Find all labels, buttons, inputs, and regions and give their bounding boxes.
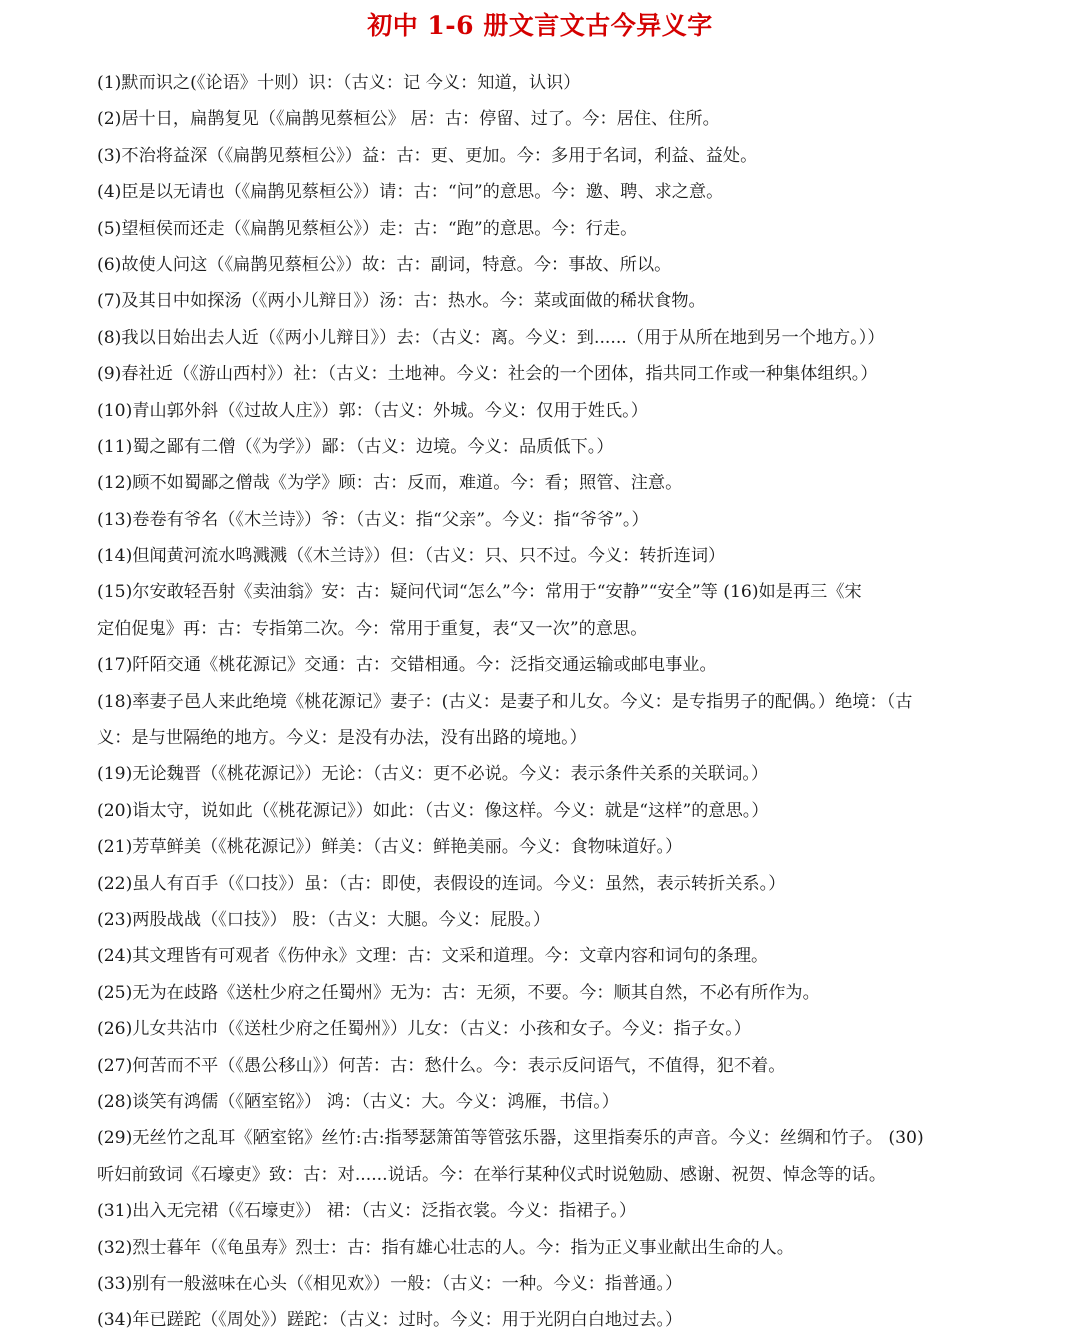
entry-line: (15)尔安敢轻吾射《卖油翁》安：古：疑问代词“怎么”今：常用于“安静”“安全”等 (16)如是再三《宋 — [97, 582, 862, 603]
entry-line: (33)别有一般滋味在心头（《相见欢》）一般：（古义：一种。今义：指普通。） — [97, 1273, 683, 1294]
entry-line: (21)芳草鲜美（《桃花源记》）鲜美：（古义：鲜艳美丽。今义：食物味道好。） — [97, 837, 683, 858]
entry-line: (2)居十日，扁鹊复见（《扁鹊见蔡桓公》 居：古：停留、过了。今：居住、住所。 — [97, 109, 720, 130]
entry-line: (31)出入无完裙（《石壕吏》） 裙：（古义：泛指衣裳。今义：指裙子。） — [97, 1201, 637, 1222]
entry-line: (12)顾不如蜀鄙之僧哉《为学》顾：古：反而，难道。今：看；照管、注意。 — [97, 473, 683, 494]
entry-line: (23)两股战战（《口技》） 股：（古义：大腿。今义：屁股。） — [97, 909, 551, 930]
entry-line: (3)不治将益深（《扁鹊见蔡桓公》）益：古：更、更加。今：多用于名词，利益、益处。 — [97, 145, 758, 166]
entry-line: (29)无丝竹之乱耳《陋室铭》丝竹:古:指琴瑟箫笛等管弦乐器，这里指奏乐的声音。今义：丝绸和竹子。 (30) — [97, 1128, 924, 1149]
entry-line: (8)我以日始出去人近（《两小儿辩日》）去：（古义：离。今义：到......（用于从所在地到另一个地方。）） — [97, 327, 885, 348]
entry-line: 义：是与世隔绝的地方。今义：是没有办法，没有出路的境地。） — [97, 728, 587, 749]
entry-line: (28)谈笑有鸿儒（《陋室铭》） 鸿：（古义：大。今义：鸿雁，书信。） — [97, 1091, 619, 1112]
entry-line: (17)阡陌交通《桃花源记》交通：古：交错相通。今：泛指交通运输或邮电事业。 — [97, 655, 717, 676]
entry-list — [97, 65, 997, 1339]
entry-line: (13)卷卷有爷名（《木兰诗》）爷：（古义：指“父亲”。今义：指“爷爷”。） — [97, 509, 649, 530]
entry-line: (19)无论魏晋（《桃花源记》）无论：（古义：更不必说。今义：表示条件关系的关联词。） — [97, 764, 769, 785]
entry-line: (5)望桓侯而还走（《扁鹊见蔡桓公》）走：古：“跑”的意思。今：行走。 — [97, 218, 638, 239]
entry-line: 定伯促鬼》再：古：专指第二次。今：常用于重复，表“又一次”的意思。 — [97, 618, 648, 639]
entry-line: (6)故使人问这（《扁鹊见蔡桓公》）故：古：副词，特意。今：事故、所以。 — [97, 254, 672, 275]
entry-line: (22)虽人有百手（《口技》）虽：（古：即使，表假设的连词。今义：虽然，表示转折关系。） — [97, 873, 786, 894]
entry-line: (11)蜀之鄙有二僧（《为学》）鄙：（古义：边境。今义：品质低下。） — [97, 436, 614, 457]
entry-line: (25)无为在歧路《送杜少府之任蜀州》无为：古：无须，不要。今：顺其自然，不必有所作为。 — [97, 982, 820, 1003]
entry-line: (9)春社近（《游山西村》）社：（古义：土地神。今义：社会的一个团体，指共同工作或一种集体组织。） — [97, 364, 878, 385]
entry-line: (20)诣太守，说如此（《桃花源记》）如此：（古义：像这样。今义：就是“这样”的意思。） — [97, 800, 769, 821]
entry-line: (14)但闻黄河流水鸣溅溅（《木兰诗》）但：（古义：只、只不过。今义：转折连词） — [97, 546, 726, 567]
entry-line: (18)率妻子邑人来此绝境《桃花源记》妻子：(古义：是妻子和儿女。今义：是专指男子的配偶。）绝境：（古 — [97, 691, 913, 712]
entry-line: (26)儿女共沾巾（《送杜少府之任蜀州》）儿女：（古义：小孩和女子。今义：指子女。） — [97, 1019, 752, 1040]
entry-line: (34)年已蹉跎（《周处》）蹉跎：（古义：过时。今义：用于光阴白白地过去。） — [97, 1310, 683, 1331]
entry-line: 听妇前致词《石壕吏》致：古：对......说话。今：在举行某种仪式时说勉励、感谢、祝贺、悼念等的话。 — [97, 1164, 887, 1185]
entry-line: (4)臣是以无请也（《扁鹊见蔡桓公》）请：古：“问”的意思。今：邀、聘、求之意。 — [97, 182, 724, 203]
page-title: 初中 1-6 册文言文古今异义字 — [367, 11, 713, 40]
entry-line: (7)及其日中如探汤（《两小儿辩日》）汤：古：热水。今：菜或面做的稀状食物。 — [97, 291, 706, 312]
entry-line: (10)青山郭外斜（《过故人庄》）郭：（古义：外城。今义：仅用于姓氏。） — [97, 400, 648, 421]
entry-line: (27)何苦而不平（《愚公移山》）何苦：古：愁什么。今：表示反问语气，不值得，犯不着。 — [97, 1055, 786, 1076]
entry-line: (24)其文理皆有可观者《伤仲永》文理：古：文采和道理。今：文章内容和词句的条理。 — [97, 946, 769, 967]
entry-line: (32)烈士暮年（《龟虽寿》烈士：古：指有雄心壮志的人。今：指为正义事业献出生命的人。 — [97, 1237, 794, 1258]
entry-line: (1)默而识之(《论语》十则）识：（古义：记 今义：知道，认识） — [97, 73, 581, 93]
